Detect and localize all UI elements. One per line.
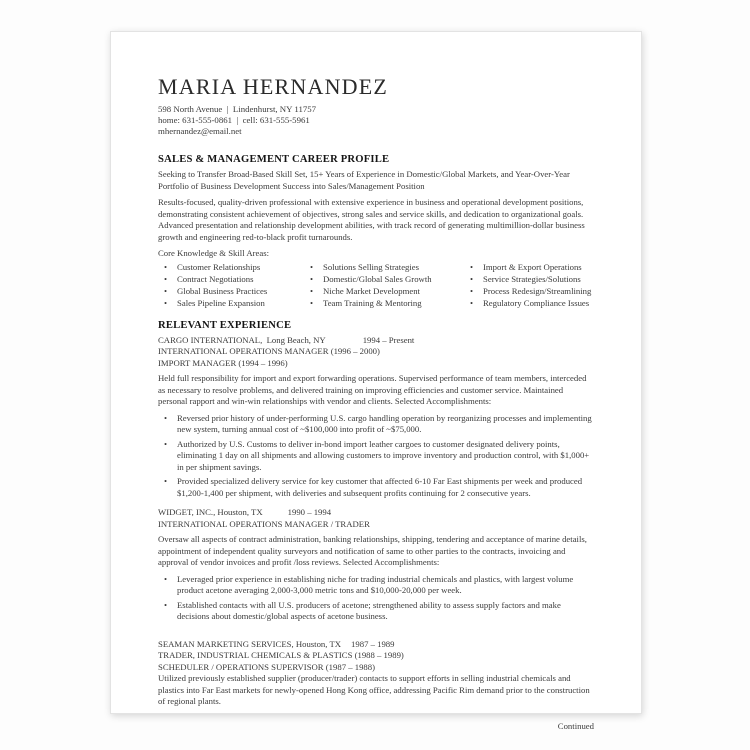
accomplishment-item bbox=[158, 413, 594, 436]
skill-item bbox=[158, 297, 304, 309]
bullet-icon: • bbox=[164, 476, 168, 487]
accomplishment-item bbox=[158, 600, 594, 623]
profile-objective: Seeking to Transfer Broad-Based Skill Set, 15+ Years of Experience in Domestic/Global Markets, and Year-Over-Year Portfolio of Business Development Success into Sales/Management Position bbox=[158, 169, 570, 191]
accomplishment-item bbox=[158, 476, 594, 499]
skill-item-label: Customer Relationships bbox=[177, 261, 261, 272]
continued-note: Continued bbox=[557, 720, 594, 731]
bullet-icon: • bbox=[164, 285, 168, 296]
job-title: INTERNATIONAL OPERATIONS MANAGER / TRADER bbox=[158, 518, 370, 529]
skill-item bbox=[304, 285, 464, 297]
bullet-icon: • bbox=[470, 273, 474, 284]
candidate-name: MARIA HERNANDEZ bbox=[158, 74, 389, 99]
skill-item bbox=[464, 285, 594, 297]
company-name: CARGO INTERNATIONAL, Long Beach, NY bbox=[158, 334, 326, 345]
skill-item-label: Niche Market Development bbox=[323, 285, 420, 296]
skill-item-label: Sales Pipeline Expansion bbox=[177, 297, 265, 308]
job-entry-seaman-marketing bbox=[158, 639, 594, 708]
skill-item bbox=[464, 297, 594, 309]
skill-item-label: Import & Export Operations bbox=[483, 261, 582, 272]
skills-column bbox=[304, 261, 464, 309]
accomplishment-text: Reversed prior history of under-performing U.S. cargo handling operation by reorganizing processes and implementing new system, turning annual cost of ~$100,000 into profit of ~$75,000. bbox=[177, 412, 592, 435]
job-title: INTERNATIONAL OPERATIONS MANAGER (1996 – 2000) bbox=[158, 346, 380, 357]
bullet-icon: • bbox=[310, 285, 314, 296]
job-title: TRADER, INDUSTRIAL CHEMICALS & PLASTICS (1988 – 1989) bbox=[158, 650, 404, 661]
profile-summary: Results-focused, quality-driven professional with extensive experience in business and operational development positions, demonstrating consistent achievement of objectives, strong sales and service skills, and dedication to organizational goals. Advanced presentation and relationship development abilities, with track record of generating multimillion-dollar business growth and engineering red-to-black profit turnarounds. bbox=[158, 197, 585, 242]
skill-item bbox=[304, 261, 464, 273]
bullet-icon: • bbox=[470, 261, 474, 272]
company-name: WIDGET, INC., Houston, TX bbox=[158, 507, 263, 518]
bullet-icon: • bbox=[310, 261, 314, 272]
section-heading-relevant-experience: RELEVANT EXPERIENCE bbox=[158, 319, 292, 331]
skill-item-label: Global Business Practices bbox=[177, 285, 268, 296]
skill-item bbox=[158, 273, 304, 285]
job-dates: 1990 – 1994 bbox=[287, 507, 332, 518]
job-header bbox=[158, 335, 594, 347]
skill-item bbox=[464, 261, 594, 273]
accomplishment-item bbox=[158, 574, 594, 597]
bullet-icon: • bbox=[310, 297, 314, 308]
bullet-icon: • bbox=[164, 297, 168, 308]
skills-column bbox=[158, 261, 304, 309]
accomplishment-text: Established contacts with all U.S. producers of acetone; strengthened ability to assess supply factors and make decisions about domestic/global aspects of acetone business. bbox=[177, 599, 561, 622]
skill-item bbox=[158, 261, 304, 273]
section-heading-career-profile: SALES & MANAGEMENT CAREER PROFILE bbox=[158, 154, 390, 166]
job-title: SCHEDULER / OPERATIONS SUPERVISOR (1987 – 1988) bbox=[158, 661, 375, 672]
skill-item-label: Solutions Selling Strategies bbox=[323, 261, 420, 272]
bullet-icon: • bbox=[164, 273, 168, 284]
skill-item-label: Contract Negotiations bbox=[177, 273, 254, 284]
job-header bbox=[158, 507, 594, 519]
skill-item bbox=[158, 285, 304, 297]
bullet-icon: • bbox=[164, 573, 168, 584]
phone-line: home: 631-555-0861 | cell: 631-555-5961 bbox=[158, 114, 310, 125]
bullet-icon: • bbox=[164, 412, 168, 423]
job-description: Utilized previously established supplier (producer/trader) contacts to support efforts in selling industrial chemicals and plastics into Far East markets for newly-opened Hong Kong office, addressing Pacific Rim demand prior to the construction of regional plants. bbox=[158, 673, 590, 707]
address-line: 598 North Avenue | Lindenhurst, NY 11757 bbox=[158, 104, 317, 114]
job-description: Held full responsibility for import and export forwarding operations. Supervised performance of team members, interceded as necessary to resolve problems, and delivered training on improving efficiencies and customer service. Maintained personal rapport and win-win relationships with vendor and clients. Selected Accomplishments: bbox=[158, 373, 587, 407]
accomplishment-text: Authorized by U.S. Customs to deliver in-bond import leather cargoes to customer designated delivery points, eliminating 1 day on all shipments and allowing customers to improve inventory and production control, with $1,000+ in per shipment savings. bbox=[177, 438, 590, 472]
email-line: mhernandez@email.net bbox=[158, 125, 242, 136]
bullet-icon: • bbox=[310, 273, 314, 284]
resume-page bbox=[110, 31, 642, 731]
skill-item-label: Process Redesign/Streamlining bbox=[483, 285, 592, 296]
bullet-icon: • bbox=[164, 599, 168, 610]
bullet-icon: • bbox=[164, 261, 168, 272]
contact-block bbox=[158, 104, 594, 136]
bullet-icon: • bbox=[164, 438, 168, 449]
accomplishment-item bbox=[158, 439, 594, 474]
job-description: Oversaw all aspects of contract administration, banking relationships, shipping, tendering and acceptance of marine details, appointment of independent quality surveyors and notification of same to other parties to the contracts, invoicing and approval of vendor invoices and profit /loss reviews. Selected Accomplishments: bbox=[158, 534, 587, 568]
job-entry-widget-inc bbox=[158, 507, 594, 623]
skill-item-label: Service Strategies/Solutions bbox=[483, 273, 581, 284]
bullet-icon: • bbox=[470, 297, 474, 308]
skill-item bbox=[464, 273, 594, 285]
accomplishments-list bbox=[158, 413, 594, 500]
accomplishments-list bbox=[158, 574, 594, 623]
bullet-icon: • bbox=[470, 285, 474, 296]
accomplishment-text: Provided specialized delivery service for key customer that affected 6-10 Far East shipments per week and produced $1,200-1,400 per shipment, with deliveries and subsequent profits continuing for 2 consecutive years. bbox=[177, 476, 583, 498]
skill-item bbox=[304, 273, 464, 285]
skill-item-label: Domestic/Global Sales Growth bbox=[323, 273, 432, 284]
job-entry-cargo-international bbox=[158, 335, 594, 500]
job-dates: 1987 – 1989 bbox=[351, 638, 395, 649]
job-header bbox=[158, 639, 594, 651]
skill-item-label: Team Training & Mentoring bbox=[323, 297, 422, 308]
skill-item bbox=[304, 297, 464, 309]
skill-item-label: Regulatory Compliance Issues bbox=[483, 297, 590, 308]
job-dates: 1994 – Present bbox=[362, 334, 415, 345]
resume-content bbox=[158, 74, 594, 732]
company-name: SEAMAN MARKETING SERVICES, Houston, TX bbox=[158, 638, 342, 649]
job-title: IMPORT MANAGER (1994 – 1996) bbox=[158, 357, 288, 368]
skills-grid bbox=[158, 261, 594, 309]
skills-column bbox=[464, 261, 594, 309]
accomplishment-text: Leveraged prior experience in establishing niche for trading industrial chemicals and plastics, with largest volume product acetone averaging 2,000-3,000 metric tons and $10,000-20,000 per week. bbox=[177, 573, 574, 596]
skills-label: Core Knowledge & Skill Areas: bbox=[158, 248, 269, 259]
